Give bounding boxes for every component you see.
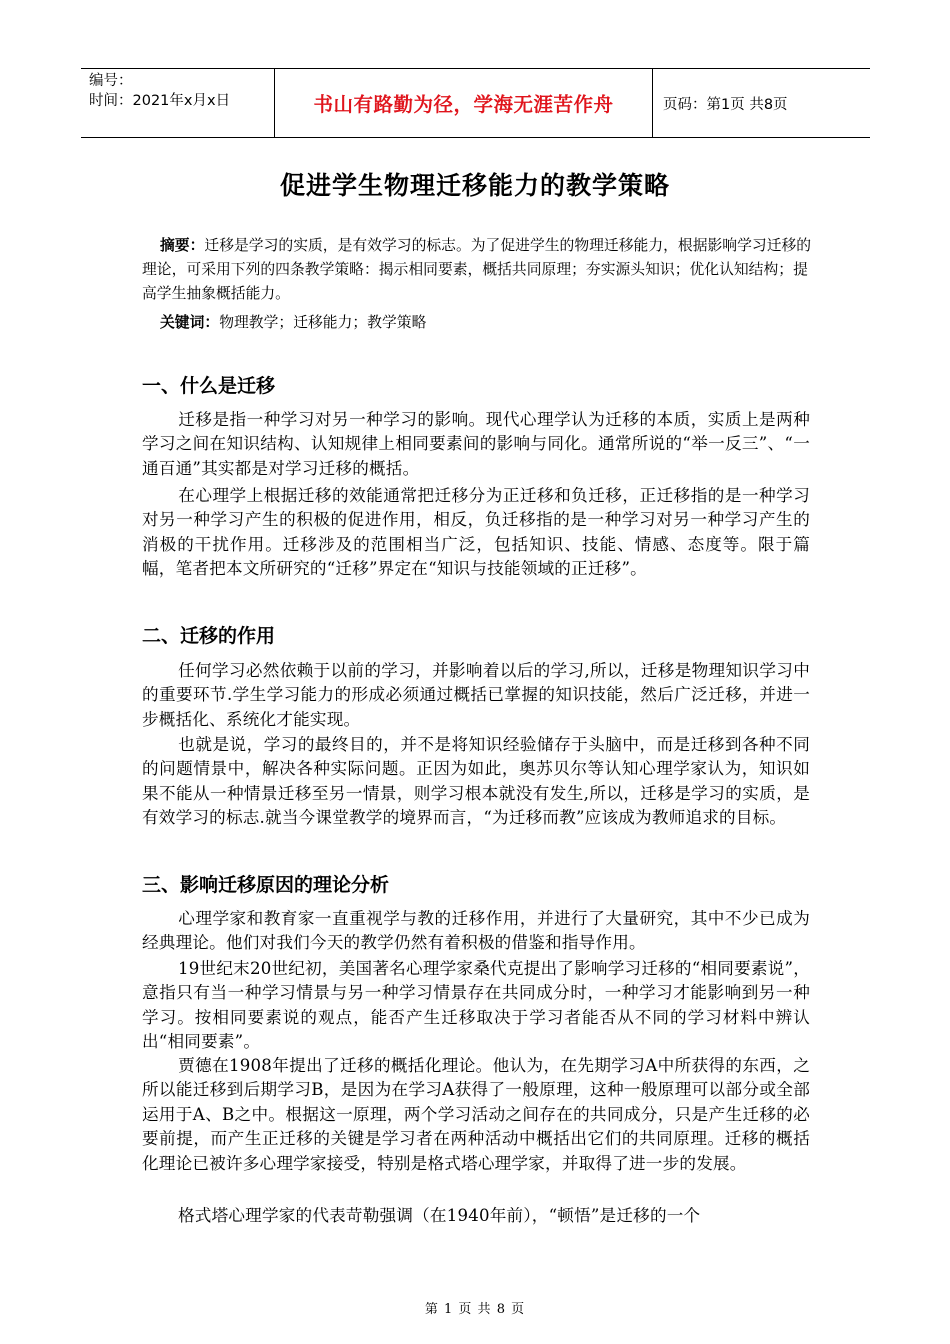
paragraph: 格式塔心理学家的代表苛勒强调（在1940年前），“顿悟”是迁移的一个: [178, 1206, 701, 1225]
paragraph: 也就是说，学习的最终目的，并不是将知识经验储存于头脑中，而是迁移到各种不同的问题情景中，解决各种实际问题。正因为如此，奥苏贝尔等认知心理学家认为，知识如果不能从一种情景迁移至另一情景，则学习根本就没有发生,所以，迁移是学习的实质，是有效学习的标志.就当今课堂教学的境界而言，“为迁移而教”应该成为教师追求的目标。: [142, 735, 810, 828]
document-number-label: 编号：: [89, 73, 133, 89]
keywords-text: 物理教学；迁移能力；教学策略: [219, 314, 427, 331]
paragraph: 在心理学上根据迁移的效能通常把迁移分为正迁移和负迁移，正迁移指的是一种学习对另一种学习产生的积极的促进作用，相反，负迁移指的是一种学习对另一种学习产生的消极的干扰作用。迁移涉及的范围相当广泛，包括知识、技能、情感、态度等。限于篇幅，笔者把本文所研究的“迁移”界定在“知识与技能领域的正迁移”。: [142, 486, 810, 579]
section-heading: 二、迁移的作用: [142, 625, 276, 647]
document-title: 促进学生物理迁移能力的教学策略: [279, 171, 670, 200]
document-date: 时间：2021年x月x日: [89, 93, 231, 109]
abstract-label: 摘要：: [160, 237, 205, 254]
paragraph: 19世纪末20世纪初，美国著名心理学家桑代克提出了影响学习迁移的“相同要素说”，意指只有当一种学习情景与另一种学习情景存在共同成分时，一种学习才能影响到另一种学习。按相同要素说的观点，能否产生迁移取决于学习者能否从不同的学习材料中辨认出“相同要素”。: [142, 959, 810, 1052]
paragraph: 迁移是指一种学习对另一种学习的影响。现代心理学认为迁移的本质，实质上是两种学习之间在知识结构、认知规律上相同要素间的影响与同化。通常所说的“举一反三”、“一通百通”其实都是对学习迁移的概括。: [142, 410, 810, 478]
header-table: [81, 68, 870, 138]
section-heading: 三、影响迁移原因的理论分析: [142, 874, 390, 896]
keywords-label: 关键词：: [160, 314, 220, 331]
paragraph: 心理学家和教育家一直重视学与教的迁移作用，并进行了大量研究，其中不少已成为经典理论。他们对我们今天的教学仍然有着积极的借鉴和指导作用。: [142, 909, 810, 953]
header-motto-cell: [275, 69, 653, 137]
header-page-info: 页码：第1页 共8页: [663, 96, 788, 113]
section-heading: 一、什么是迁移: [142, 375, 276, 397]
paragraph: 任何学习必然依赖于以前的学习，并影响着以后的学习,所以，迁移是物理知识学习中的重要环节.学生学习能力的形成必须通过概括已掌握的知识技能，然后广泛迁移，并进一步概括化、系统化才能实现。: [142, 661, 810, 729]
abstract-text: 迁移是学习的实质，是有效学习的标志。为了促进学生的物理迁移能力，根据影响学习迁移的理论，可采用下列的四条教学策略：揭示相同要素，概括共同原理；夯实源头知识；优化认知结构；提高学生抽象概括能力。: [142, 237, 812, 302]
paragraph: 贾德在1908年提出了迁移的概括化理论。他认为，在先期学习A中所获得的东西，之所以能迁移到后期学习B，是因为在学习A获得了一般原理，这种一般原理可以部分或全部运用于A、B之中。根据这一原理，两个学习活动之间存在的共同成分，只是产生迁移的必要前提，而产生正迁移的关键是学习者在两种活动中概括出它们的共同原理。迁移的概括化理论已被许多心理学家接受，特别是格式塔心理学家，并取得了进一步的发展。: [142, 1056, 810, 1173]
abstract: [142, 234, 822, 306]
keywords: [160, 311, 426, 335]
header-page-cell: [653, 69, 870, 137]
header-motto: 书山有路勤为径，学海无涯苦作舟: [313, 93, 614, 116]
header-meta-cell: [81, 69, 275, 137]
page-footer: 第 1 页 共 8 页: [424, 1302, 526, 1317]
